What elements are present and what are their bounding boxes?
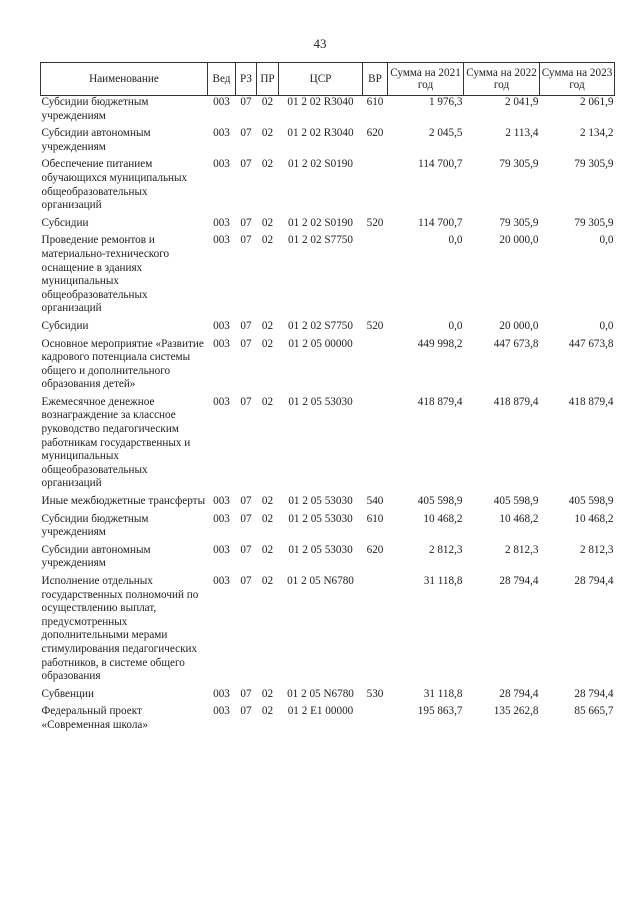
row-sum-2021: 195 863,7: [417, 705, 463, 718]
row-pr: 02: [261, 495, 274, 508]
row-vr: [363, 234, 388, 320]
col-header-name: Наименование: [41, 63, 208, 96]
row-rz: 07: [240, 158, 252, 171]
row-sum-2022: 10 468,2: [499, 512, 539, 525]
row-pr: 02: [261, 234, 274, 247]
row-sum-2023: 10 468,2: [574, 512, 614, 525]
table-row: [41, 396, 615, 495]
row-csr: 01 2 02 R3040: [287, 127, 354, 140]
row-vr: [363, 158, 388, 216]
row-pr: 02: [261, 127, 274, 140]
row-sum-2021: 405 598,9: [417, 495, 463, 508]
row-csr: 01 2 05 N6780: [287, 575, 354, 587]
row-vr: 620: [366, 543, 384, 556]
row-csr: 01 2 02 R3040: [287, 96, 354, 108]
row-vr: 540: [366, 495, 384, 508]
row-sum-2022: 20 000,0: [499, 234, 539, 247]
row-rz: 07: [240, 96, 252, 108]
row-pr: 02: [261, 395, 274, 408]
row-sum-2023: 28 794,4: [574, 687, 614, 700]
row-sum-2021: 2 812,3: [428, 543, 463, 556]
row-vr: [363, 396, 388, 495]
row-sum-2023: 28 794,4: [574, 575, 614, 587]
row-rz: 07: [240, 495, 252, 508]
row-rz: 07: [240, 512, 252, 525]
row-rz: 07: [240, 216, 252, 229]
row-csr: 01 2 05 53030: [288, 395, 353, 408]
row-ved: 003: [213, 127, 230, 140]
row-pr: 02: [261, 337, 274, 350]
row-name: Основное мероприятие «Развитие кадрового потенциала системы общего и дополнительного образования детей»: [41, 337, 204, 391]
row-csr: 01 2 05 53030: [288, 512, 353, 525]
row-name: Исполнение отдельных государственных полномочий по осуществлению выплат, предусмотренных дополнительными мерами стимулирования педагогических работников, в системе общего образования: [41, 575, 199, 683]
col-header-pr: ПР: [257, 63, 279, 96]
row-ved: 003: [213, 337, 230, 350]
col-header-rz: РЗ: [236, 63, 257, 96]
row-pr: 02: [261, 543, 274, 556]
row-name: Субсидии бюджетным учреждениям: [41, 96, 149, 122]
row-vr: [363, 338, 388, 396]
row-name: Субсидии бюджетным учреждениям: [41, 512, 149, 539]
row-ved: 003: [213, 543, 230, 556]
table-row: [41, 217, 615, 235]
row-sum-2021: 449 998,2: [417, 337, 463, 350]
row-pr: 02: [261, 319, 274, 332]
row-sum-2022: 2 041,9: [504, 96, 539, 108]
row-rz: 07: [240, 575, 252, 587]
row-sum-2021: 10 468,2: [423, 512, 463, 525]
col-header-csr: ЦСР: [279, 63, 363, 96]
row-pr: 02: [261, 512, 274, 525]
row-sum-2022: 135 262,8: [493, 705, 539, 718]
row-sum-2023: 2 812,3: [579, 543, 614, 556]
row-rz: 07: [240, 127, 252, 140]
row-csr: 01 2 05 00000: [288, 337, 353, 350]
row-vr: [363, 575, 388, 688]
table-row: [41, 96, 615, 128]
row-rz: 07: [240, 234, 252, 247]
row-name: Проведение ремонтов и материально-технического оснащение в зданиях муниципальных общеобразовательных организаций: [41, 234, 170, 315]
page-number: 43: [313, 36, 327, 51]
row-ved: 003: [213, 687, 230, 700]
row-csr: 01 2 02 S7750: [288, 319, 353, 332]
row-rz: 07: [240, 687, 252, 700]
col-header-vr: ВР: [363, 63, 388, 96]
table-row: [41, 234, 615, 320]
row-vr: 620: [366, 127, 384, 140]
col-header-ved: Вед: [208, 63, 236, 96]
table-row: [41, 338, 615, 396]
table-header-row: [41, 63, 615, 96]
row-sum-2022: 20 000,0: [499, 319, 539, 332]
table-row: [41, 495, 615, 513]
row-csr: 01 2 02 S7750: [288, 234, 353, 247]
row-pr: 02: [261, 705, 274, 718]
row-ved: 003: [213, 705, 230, 718]
row-sum-2023: 447 673,8: [568, 337, 614, 350]
row-sum-2022: 79 305,9: [499, 158, 539, 171]
row-sum-2023: 418 879,4: [568, 395, 614, 408]
row-vr: 520: [366, 319, 384, 332]
row-pr: 02: [261, 575, 274, 587]
row-rz: 07: [240, 395, 252, 408]
row-sum-2021: 114 700,7: [418, 216, 463, 229]
col-header-sum-2021: Сумма на 2021 год: [388, 63, 464, 96]
table-body: [41, 96, 615, 737]
row-ved: 003: [213, 234, 230, 247]
row-sum-2022: 418 879,4: [493, 395, 539, 408]
table-row: [41, 688, 615, 706]
row-name: Субсидии: [41, 216, 89, 229]
row-sum-2023: 79 305,9: [574, 216, 614, 229]
row-csr: 01 2 E1 00000: [287, 705, 354, 718]
row-sum-2021: 1 976,3: [428, 96, 463, 108]
row-ved: 003: [213, 512, 230, 525]
row-sum-2021: 0,0: [448, 319, 463, 332]
table-row: [41, 705, 615, 736]
row-sum-2021: 31 118,8: [423, 687, 463, 700]
row-vr: 530: [366, 687, 384, 700]
row-csr: 01 2 05 N6780: [287, 687, 354, 700]
row-csr: 01 2 02 S0190: [288, 216, 353, 229]
row-sum-2022: 405 598,9: [493, 495, 539, 508]
row-ved: 003: [213, 319, 230, 332]
row-rz: 07: [240, 337, 252, 350]
row-sum-2023: 405 598,9: [568, 495, 614, 508]
row-sum-2023: 85 665,7: [574, 705, 614, 718]
row-sum-2022: 28 794,4: [499, 575, 539, 587]
row-ved: 003: [213, 216, 230, 229]
row-sum-2021: 0,0: [448, 234, 463, 247]
row-vr: 520: [366, 216, 384, 229]
row-vr: 610: [366, 512, 384, 525]
row-csr: 01 2 05 53030: [288, 543, 353, 556]
budget-table: [40, 62, 615, 737]
row-name: Субсидии автономным учреждениям: [41, 127, 151, 153]
row-name: Субсидии: [41, 319, 89, 332]
row-rz: 07: [240, 705, 252, 718]
row-name: Субвенции: [41, 687, 94, 700]
row-sum-2021: 114 700,7: [418, 158, 463, 171]
row-sum-2023: 0,0: [599, 234, 614, 247]
row-ved: 003: [213, 495, 230, 508]
row-csr: 01 2 05 53030: [288, 495, 353, 508]
col-header-sum-2022: Сумма на 2022 год: [464, 63, 540, 96]
row-sum-2022: 2 113,4: [505, 127, 539, 140]
row-sum-2023: 2 134,2: [579, 127, 614, 140]
row-sum-2021: 418 879,4: [417, 395, 463, 408]
row-pr: 02: [261, 216, 274, 229]
row-sum-2022: 79 305,9: [499, 216, 539, 229]
table-row: [41, 127, 615, 158]
row-ved: 003: [213, 96, 230, 108]
table-row: [41, 513, 615, 544]
row-name: Иные межбюджетные трансферты: [41, 495, 206, 508]
table-row: [41, 158, 615, 216]
row-sum-2021: 2 045,5: [428, 127, 463, 140]
table-row: [41, 544, 615, 575]
row-name: Ежемесячное денежное вознаграждение за классное руководство педагогическим работникам государственных и муниципальных общеобразовательных организаций: [41, 395, 191, 490]
row-vr: 610: [366, 96, 384, 108]
table-row: [41, 575, 615, 688]
row-pr: 02: [261, 158, 274, 171]
row-pr: 02: [261, 687, 274, 700]
row-rz: 07: [240, 543, 252, 556]
row-sum-2022: 447 673,8: [493, 337, 539, 350]
row-sum-2021: 31 118,8: [423, 575, 463, 587]
col-header-sum-2023: Сумма на 2023 год: [540, 63, 615, 96]
row-sum-2023: 2 061,9: [579, 96, 614, 108]
row-name: Федеральный проект «Современная школа»: [41, 705, 148, 731]
row-name: Субсидии автономным учреждениям: [41, 543, 151, 570]
row-ved: 003: [213, 395, 230, 408]
row-pr: 02: [261, 96, 274, 108]
row-rz: 07: [240, 319, 252, 332]
row-sum-2022: 2 812,3: [504, 543, 539, 556]
table-row: [41, 320, 615, 338]
row-vr: [363, 705, 388, 736]
row-sum-2023: 0,0: [599, 319, 614, 332]
row-sum-2023: 79 305,9: [574, 158, 614, 171]
row-ved: 003: [213, 158, 230, 171]
row-csr: 01 2 02 S0190: [288, 158, 353, 171]
row-name: Обеспечение питанием обучающихся муниципальных общеобразовательных организаций: [41, 158, 188, 212]
row-ved: 003: [213, 575, 230, 587]
row-sum-2022: 28 794,4: [499, 687, 539, 700]
